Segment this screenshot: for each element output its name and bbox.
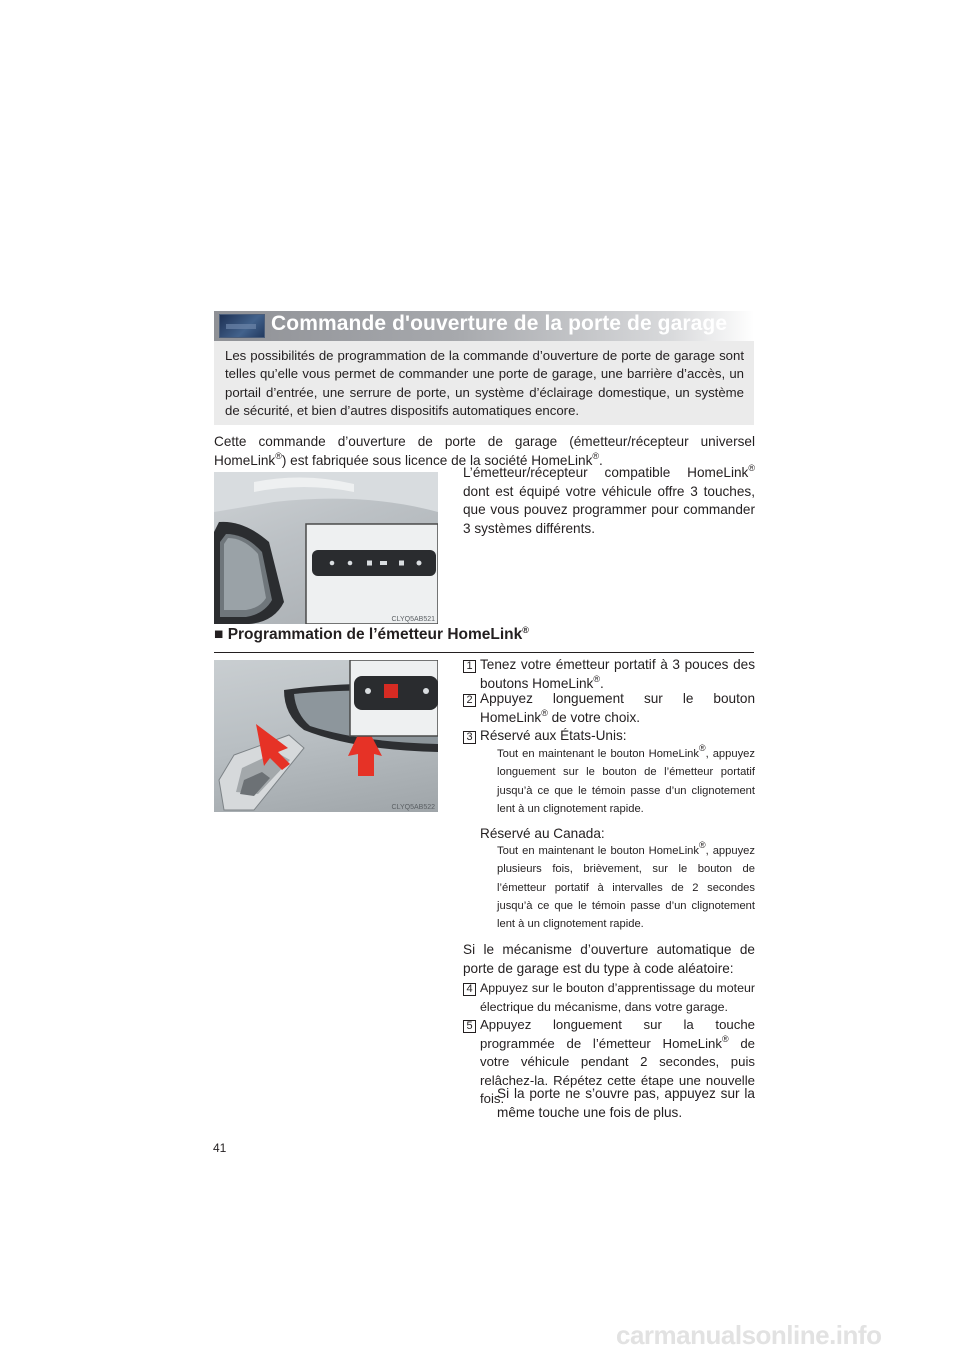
figure-code: CLYQ5AB521 xyxy=(391,616,435,623)
paragraph-text: ) est fabriquée sous licence de la société HomeLink xyxy=(281,452,593,468)
watermark: carmanualsonline.info xyxy=(616,1320,882,1350)
programming-photo xyxy=(214,660,438,812)
registered-mark: ® xyxy=(592,450,600,461)
intro-box xyxy=(214,341,754,425)
step-1-text xyxy=(480,656,755,693)
section-header xyxy=(214,311,754,341)
step-number: 3 xyxy=(463,731,476,744)
homelink-console-photo xyxy=(214,472,438,624)
detail-text: Tout en maintenant le bouton HomeLink xyxy=(497,748,699,760)
registered-mark: ® xyxy=(699,743,706,753)
step-text: . xyxy=(600,675,604,691)
registered-mark: ® xyxy=(541,707,548,718)
bullet-icon: ■ xyxy=(214,626,224,643)
registered-mark: ® xyxy=(522,625,529,635)
detail-text: , appuyez longuement sur le bouton de l’émetteur portatif jusqu’à ce que le témoin passe d’un clignotement lent à un clignotement rapide. xyxy=(497,748,755,815)
page-title: Commande d'ouverture de la porte de garage xyxy=(271,312,728,335)
step-number: 4 xyxy=(463,983,476,996)
registered-mark: ® xyxy=(275,450,282,461)
paragraph-text: Cette commande d’ouverture de porte de garage (émetteur/récepteur universel HomeLink xyxy=(214,434,755,468)
section-heading xyxy=(214,626,754,652)
registered-mark: ® xyxy=(593,673,600,684)
final-note: Si la porte ne s’ouvre pas, appuyez sur la même touche une fois de plus. xyxy=(497,1086,755,1120)
step-number: 5 xyxy=(463,1020,476,1033)
programming-illustration xyxy=(214,660,438,812)
step-text: Appuyez longuement sur la touche programmée de l’émetteur HomeLink xyxy=(480,1017,755,1051)
step-text: Tenez votre émetteur portatif à 3 pouces des boutons HomeLink xyxy=(480,657,755,691)
canada-instructions xyxy=(497,842,755,933)
step-text: de votre véhicule pendant 2 secondes, puis relâchez-la. Répétez cette étape une nouvelle fois. xyxy=(480,1035,755,1106)
intro-text: Les possibilités de programmation de la commande d’ouverture de porte de garage sont telles qu’elle vous permet de commander une porte de garage, une barrière d’accès, un portail d’entrée, une serrure de porte, un système d’éclairage domestique, un système de sécurité, et bien d’autres dispositifs automatiques encore. xyxy=(225,348,744,419)
section-divider xyxy=(214,652,754,653)
canada-heading: Réservé au Canada: xyxy=(480,826,605,841)
rolling-code-paragraph: Si le mécanisme d’ouverture automatique de porte de garage est du type à code aléatoire: xyxy=(463,942,755,976)
figure-code: CLYQ5AB522 xyxy=(391,804,435,811)
usa-instructions xyxy=(497,745,755,818)
registered-mark: ® xyxy=(699,840,706,850)
page-number: 41 xyxy=(213,1141,227,1155)
detail-text: Tout en maintenant le bouton HomeLink xyxy=(497,845,699,857)
console-illustration xyxy=(214,472,438,624)
step-text: Appuyez longuement sur le bouton HomeLink xyxy=(480,691,755,725)
registered-mark: ® xyxy=(721,1033,729,1044)
paragraph-text: . xyxy=(599,452,603,468)
figure1-description xyxy=(463,464,755,538)
section-thumbnail-icon xyxy=(219,314,265,338)
description-text: L’émetteur/récepteur compatible HomeLink xyxy=(463,465,749,480)
step-text: de votre choix. xyxy=(547,709,641,725)
detail-text: , appuyez plusieurs fois, brièvement, sur le bouton de l’émetteur portatif à intervalles de 2 secondes jusqu’à ce que le témoin passe d’un clignotement lent à un clignotement rapide. xyxy=(497,845,755,931)
step-number: 2 xyxy=(463,694,476,707)
step-number: 1 xyxy=(463,660,476,673)
step-4-text: Appuyez sur le bouton d’apprentissage du moteur électrique du mécanisme, dans votre garage. xyxy=(480,981,755,1014)
section-title: Programmation de l’émetteur HomeLink xyxy=(227,626,523,643)
registered-mark: ® xyxy=(748,463,755,473)
step-2-text xyxy=(480,690,755,727)
description-text: dont est équipé votre véhicule offre 3 touches, que vous pouvez programmer pour commander 3 systèmes différents. xyxy=(463,483,755,536)
step-3-text: Réservé aux États-Unis: xyxy=(480,728,627,743)
